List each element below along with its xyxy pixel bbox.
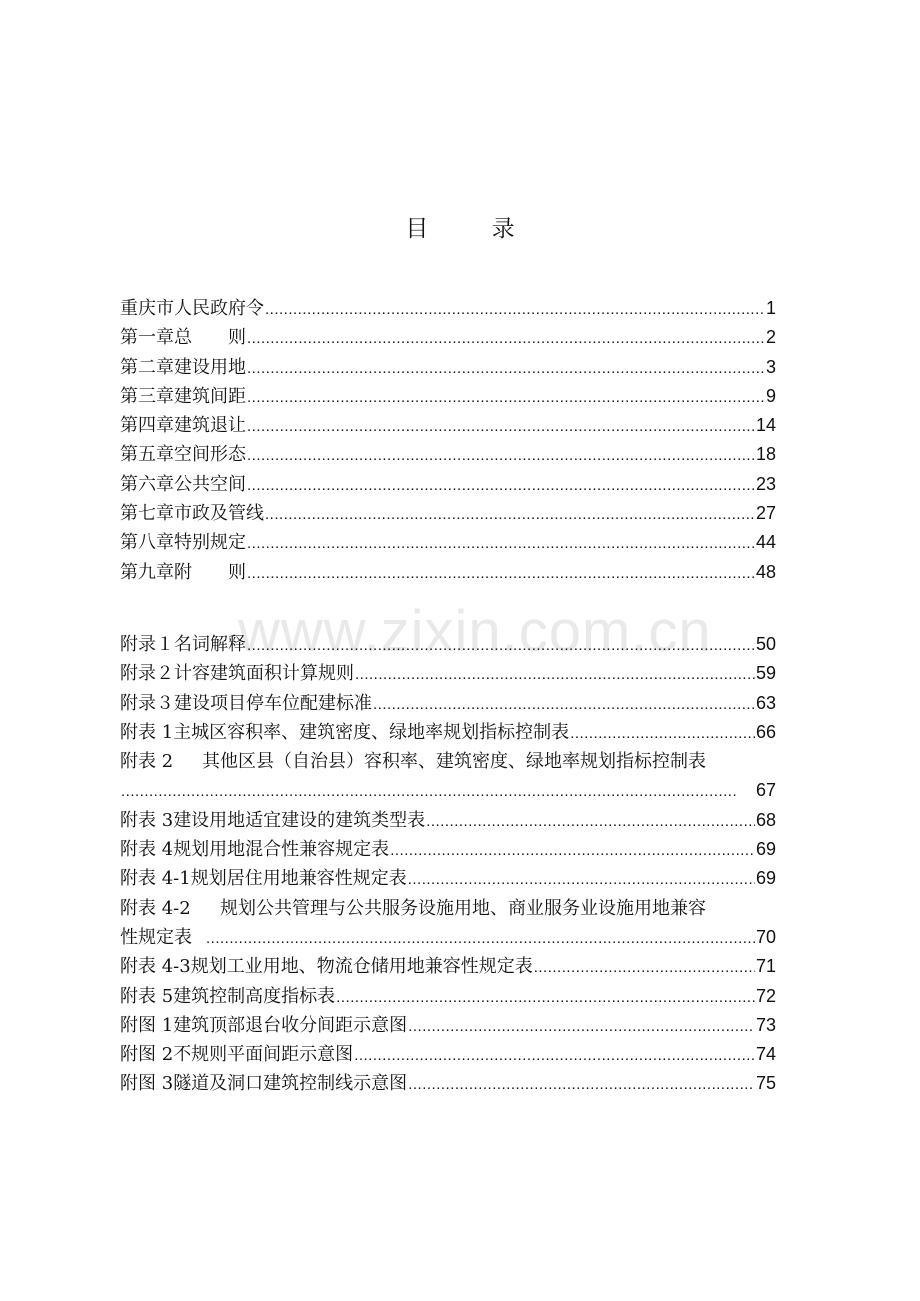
toc-entry-number: 第三章 [120, 385, 174, 407]
toc-entry-line [120, 776, 776, 805]
toc-entry-label: 总 则 [174, 327, 246, 349]
toc-entry-label: 建设项目停车位配建标准 [174, 692, 372, 714]
toc-leader-dots [247, 324, 765, 353]
toc-leader-dots [247, 471, 755, 500]
toc-leader-dots [247, 441, 755, 470]
toc-entry-line [120, 923, 776, 952]
toc-entry[interactable] [120, 864, 776, 893]
toc-entry-number: 第九章 [120, 561, 174, 583]
toc-entry-label: 市政及管线 [174, 503, 264, 525]
toc-page-number: 71 [755, 956, 776, 977]
toc-leader-dots [247, 383, 765, 412]
toc-page-number: 9 [765, 385, 776, 406]
toc-entry-number: 附表 2 [120, 751, 174, 773]
toc-entry[interactable] [120, 630, 776, 659]
toc-entry-number: 附图 1 [120, 1014, 174, 1036]
toc-entry-label: 规划用地混合性兼容规定表 [173, 839, 390, 861]
toc-entry[interactable] [120, 528, 776, 557]
toc-entry-label: 空间形态 [174, 444, 246, 466]
toc-leader-dots [247, 529, 755, 558]
toc-leader-dots [408, 865, 755, 894]
toc-leader-dots [336, 983, 755, 1012]
toc-entry-label: 特别规定 [174, 532, 246, 554]
toc-entry[interactable] [120, 294, 776, 323]
toc-entry-number: 附表 4-3 [120, 956, 191, 978]
toc-page-number: 66 [755, 721, 776, 742]
toc-page-number: 63 [755, 692, 776, 713]
toc-entry-label: 计容建筑面积计算规则 [174, 663, 354, 685]
toc-page-number: 14 [755, 415, 776, 436]
toc-entry[interactable] [120, 440, 776, 469]
toc-entry-number: 第六章 [120, 473, 174, 495]
watermark: www.zixin.com.cn [238, 599, 712, 664]
toc-page-number: 68 [755, 809, 776, 830]
toc-page-number: 27 [755, 503, 776, 524]
toc-entry-number: 附录３ [120, 692, 174, 714]
toc-entry[interactable] [120, 747, 796, 806]
toc-entry-label: 建筑间距 [174, 385, 246, 407]
toc-entry[interactable] [120, 411, 776, 440]
toc-leader-dots [534, 953, 755, 982]
toc-entry-number: 附表 4-1 [120, 868, 191, 890]
toc-entry[interactable] [120, 1040, 776, 1069]
toc-entry[interactable] [120, 323, 776, 352]
toc-leader-dots [206, 924, 755, 953]
toc-page-number: 2 [765, 327, 776, 348]
toc-entry-number: 附录１ [120, 634, 174, 655]
toc-leader-dots [390, 836, 755, 865]
toc-page-number: 74 [755, 1044, 776, 1065]
toc-entry-number: 附表 3 [120, 809, 174, 831]
toc-page-number: 50 [755, 634, 776, 654]
toc-leader-dots [247, 631, 755, 660]
toc-entry-number: 附图 3 [120, 1073, 174, 1095]
toc-entry-label: 建筑控制高度指标表 [173, 985, 336, 1007]
toc-entry-label: 规划公共管理与公共服务设施用地、商业服务业设施用地兼容 [220, 897, 706, 919]
toc-page-number: 72 [755, 985, 776, 1006]
toc-entry-label: 规划工业用地、物流仓储用地兼容性规定表 [190, 956, 533, 978]
toc-page-number: 69 [755, 868, 776, 889]
toc-leader-dots [121, 777, 738, 806]
toc-chapters [120, 294, 776, 587]
toc-entry-number: 第七章 [120, 503, 174, 525]
toc-leader-dots [408, 1070, 755, 1099]
toc-appendices [120, 630, 776, 1099]
toc-entry[interactable] [120, 659, 776, 688]
toc-leader-dots [373, 690, 755, 719]
toc-entry-number: 第五章 [120, 444, 174, 466]
toc-entry-number: 附表 1 [120, 721, 174, 743]
toc-page-number: 59 [755, 663, 776, 684]
toc-page-number: 67 [755, 780, 776, 801]
toc-entry[interactable] [120, 894, 796, 953]
toc-entry[interactable] [120, 558, 776, 587]
toc-entry-label: 其他区县（自治县）容积率、建筑密度、绿地率规划指标控制表 [202, 751, 706, 773]
toc-entry-number: 附表 5 [120, 985, 174, 1007]
toc-title: 目 录 [405, 216, 543, 242]
toc-entry-number: 附录２ [120, 663, 174, 685]
toc-page-number: 18 [755, 444, 776, 465]
toc-entry-label: 公共空间 [174, 473, 246, 495]
toc-entry-label: 名词解释 [174, 634, 246, 655]
toc-page-number: 44 [755, 532, 776, 553]
toc-entry[interactable] [120, 718, 776, 747]
toc-entry[interactable] [120, 353, 776, 382]
toc-page-number: 69 [755, 839, 776, 860]
toc-page-number: 23 [755, 473, 776, 494]
toc-entry[interactable] [120, 806, 776, 835]
toc-entry[interactable] [120, 382, 776, 411]
toc-entry-label: 建筑顶部退台收分间距示意图 [173, 1014, 408, 1036]
toc-entry-line [120, 894, 796, 923]
toc-entry-number: 附表 4-2 [120, 897, 191, 919]
toc-page-number: 3 [765, 356, 776, 377]
toc-entry[interactable] [120, 835, 776, 864]
toc-leader-dots [247, 412, 755, 441]
toc-entry-label: 建设用地适宜建设的建筑类型表 [173, 809, 426, 831]
toc-entry-number: 附图 2 [120, 1044, 174, 1066]
toc-entry[interactable] [120, 1011, 776, 1040]
toc-page-number: 70 [755, 926, 776, 947]
toc-page-number: 75 [755, 1073, 776, 1094]
toc-entry[interactable] [120, 1069, 776, 1098]
toc-leader-dots [408, 1012, 755, 1041]
toc-page-number: 1 [765, 298, 776, 318]
toc-entry-label: 附 则 [174, 561, 246, 583]
toc-leader-dots [265, 500, 755, 529]
toc-leader-dots [354, 1041, 755, 1070]
toc-entry-label: 规划居住用地兼容性规定表 [190, 868, 407, 890]
toc-entry[interactable] [120, 952, 776, 981]
toc-entry-number: 第一章 [120, 327, 174, 349]
toc-entry[interactable] [120, 499, 776, 528]
toc-entry-label: 重庆市人民政府令 [120, 298, 264, 319]
toc-entry-number: 第八章 [120, 532, 174, 554]
toc-page-number: 48 [755, 561, 776, 582]
toc-entry-number: 第二章 [120, 356, 174, 378]
toc-leader-dots [265, 295, 765, 324]
toc-entry-label-cont: 性规定表 [120, 926, 192, 948]
toc-entry-label: 建设用地 [174, 356, 246, 378]
toc-entry-label: 隧道及洞口建筑控制线示意图 [173, 1073, 408, 1095]
toc-entry-label: 建筑退让 [174, 415, 246, 437]
toc-leader-dots [355, 660, 755, 689]
toc-leader-dots [247, 354, 765, 383]
toc-entry-label: 不规则平面间距示意图 [173, 1044, 354, 1066]
toc-leader-dots [570, 719, 755, 748]
toc-entry[interactable] [120, 470, 776, 499]
toc-leader-dots [426, 807, 755, 836]
toc-entry-line [120, 747, 796, 776]
toc-entry[interactable] [120, 689, 776, 718]
toc-entry[interactable] [120, 982, 776, 1011]
toc-leader-dots [247, 559, 755, 588]
toc-page-number: 73 [755, 1014, 776, 1035]
toc-entry-label: 主城区容积率、建筑密度、绿地率规划指标控制表 [173, 721, 570, 743]
toc-entry-number: 第四章 [120, 415, 174, 437]
toc-entry-number: 附表 4 [120, 839, 174, 861]
